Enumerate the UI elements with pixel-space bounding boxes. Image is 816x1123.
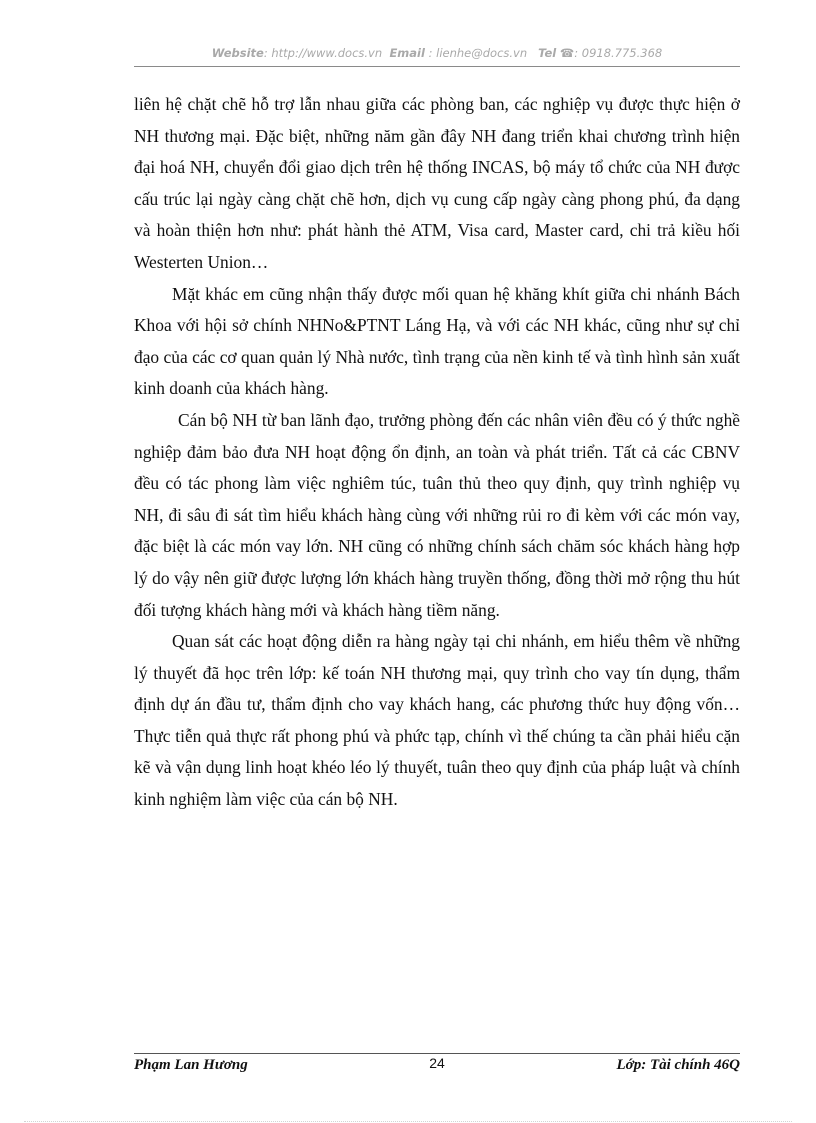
class-label: Lớp: Tài chính 46Q (616, 1057, 740, 1073)
paragraph-4: Quan sát các hoạt động diễn ra hàng ngày tại chi nhánh, em hiểu thêm về những lý thuyết đã học trên lớp: kế toán NH thương mại, quy trình cho vay tín dụng, thẩm định dự án đầu tư, thẩm định cho vay khách hang, các phương thức huy động vốn…Thực tiễn quả thực rất phong phú và phức tạp, chính vì thế chúng ta cần phải hiểu cặn kẽ và vận dụng linh hoạt khéo léo lý thuyết, tuân theo quy định của pháp luật và chính kinh nghiệm làm việc của cán bộ NH. (134, 631, 740, 810)
page-bottom-border (24, 1121, 792, 1122)
paragraph-1: liên hệ chặt chẽ hỗ trợ lẫn nhau giữa các phòng ban, các nghiệp vụ được thực hiện ở NH thương mại. Đặc biệt, những năm gần đây NH đang triển khai chương trình hiện đại hoá NH, chuyển đổi giao dịch trên hệ thống INCAS, bộ máy tổ chức của NH được cấu trúc lại ngày càng chặt chẽ hơn, dịch vụ cung cấp ngày càng phong phú, đa dạng và hoàn thiện hơn như: phát hành thẻ ATM, Visa card, Master card, chi trả kiều hối Westerten Union… (134, 94, 740, 272)
page-footer (134, 1057, 740, 1079)
footer-divider (134, 1053, 740, 1054)
author-name: Phạm Lan Hương (134, 1057, 248, 1073)
body-text (134, 89, 740, 816)
paragraph-2: Mặt khác em cũng nhận thấy được mối quan hệ khăng khít giữa chi nhánh Bách Khoa với hội sở chính NHNo&PTNT Láng Hạ, và với các NH khác, cũng như sự chỉ đạo của các cơ quan quản lý Nhà nước, tình trạng của nền kinh tế và tình hình sản xuất kinh doanh của khách hàng. (134, 283, 740, 399)
tel-value: : 0918.775.368 (574, 46, 663, 60)
phone-icon: ☎ (559, 46, 575, 60)
website-label: Website (211, 46, 264, 60)
page-number: 24 (429, 1055, 445, 1071)
tel-label: Tel (538, 46, 557, 60)
email-label: Email (389, 46, 425, 60)
email-value: : lienhe@docs.vn (428, 46, 528, 60)
website-value: : http://www.docs.vn (263, 46, 383, 60)
header-divider (134, 66, 740, 67)
paragraph-3: Cán bộ NH từ ban lãnh đạo, trưởng phòng đến các nhân viên đều có ý thức nghề nghiệp đảm bảo đưa NH hoạt động ổn định, an toàn và phát triển. Tất cả các CBNV đều có tác phong làm việc nghiêm túc, tuân thủ theo quy định, quy trình nghiệp vụ NH, đi sâu đi sát tìm hiểu khách hàng cùng với những rủi ro đi kèm với các món vay, đặc biệt là các món vay lớn. NH cũng có những chính sách chăm sóc khách hàng hợp lý do vậy nên giữ được lượng lớn khách hàng truyền thống, đồng thời mở rộng thu hút đối tượng khách hàng mới và khách hàng tiềm năng. (134, 409, 740, 620)
page-header (134, 46, 740, 60)
